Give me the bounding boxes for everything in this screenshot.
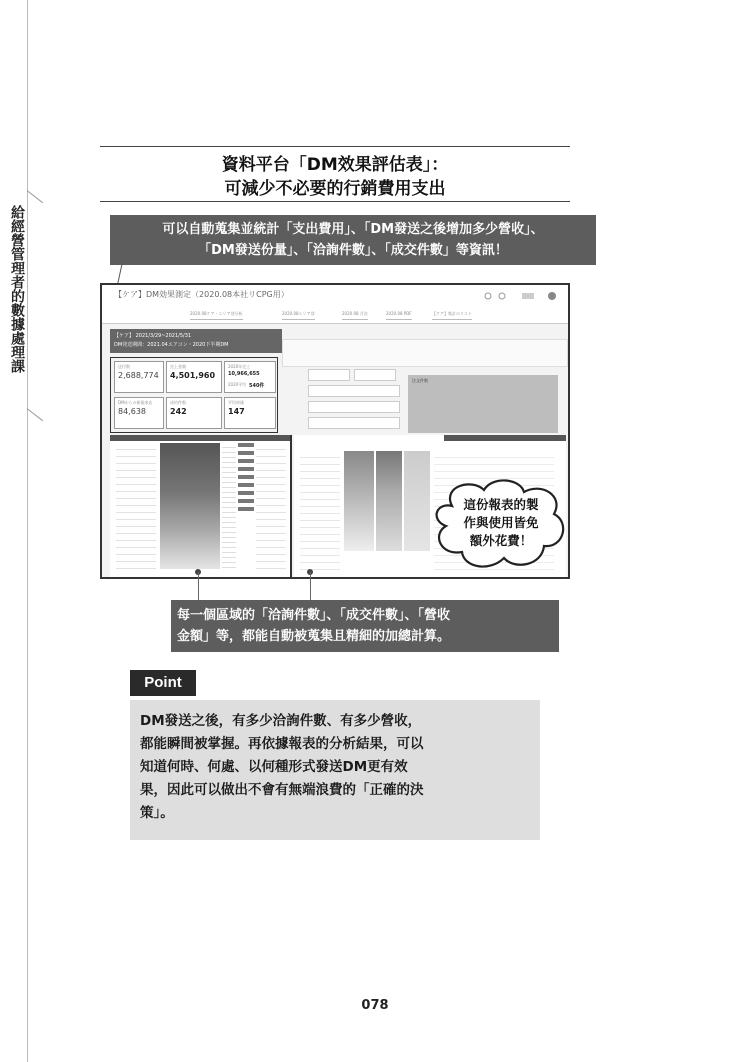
screenshot-tab: 2020.08エリア別: [282, 311, 315, 320]
pointer-line-right: [310, 572, 311, 600]
screenshot-tab: 2020.08ケア・エリア別分析: [190, 311, 243, 320]
screenshot-info-line1: 【ケア】 2021/3/29~2021/5/31: [114, 333, 192, 339]
number-column: [256, 443, 286, 569]
cloud-line3: 額外花費！: [469, 533, 533, 548]
screenshot-toolbar-icons: [482, 290, 562, 302]
point-line1: DM發送之後，有多少洽詢件數、有多少營收，: [140, 713, 422, 729]
legend-title: 注文件数: [412, 378, 428, 383]
callout-bottom-line1: 每一個區域的「洽詢件數」、「成交件數」、「營收: [177, 608, 451, 623]
bar-column: [238, 443, 254, 513]
callout-top-line2: 「DM發送份量」、「洽詢件數」、「成交件數」等資訊！: [198, 243, 508, 258]
margin-tab-bottom: [27, 408, 43, 421]
table-divider: [290, 435, 292, 577]
point-label: Point: [130, 670, 196, 696]
filter-box: [354, 369, 396, 381]
heat-column: [376, 451, 402, 551]
screenshot-tab: 2020.08 月次: [342, 311, 368, 320]
table-header: [110, 435, 290, 441]
label-column: [300, 451, 340, 571]
point-line4: 果，因此可以做出不會有無端浪費的「正確的決: [140, 782, 424, 798]
kpi-card: 売上金額 4,501,960: [166, 361, 222, 393]
label-column: [116, 443, 156, 569]
margin-tab-top: [27, 190, 43, 203]
section-title-line1: 資料平台「DM效果評估表」：: [221, 155, 449, 175]
area-table-left: [110, 435, 290, 577]
screenshot-notes-panel: [282, 339, 568, 367]
section-title-line2: 可減少不必要的行銷費用支出: [224, 179, 446, 199]
filter-box: [308, 401, 400, 413]
callout-bottom-line2: 金額」等，都能自動被蒐集且精細的加總計算。: [177, 629, 451, 644]
heat-column: [404, 451, 430, 551]
screenshot-tab: 【ケア】集計のリスト: [432, 311, 472, 320]
cloud-line2: 作與使用皆免: [463, 515, 539, 530]
table-header: [444, 435, 566, 441]
cloud-text: [446, 496, 556, 550]
screenshot-info-line2: DM発送期間：2021.04エアコン・2020下半期DM: [114, 342, 229, 348]
point-text: [140, 710, 532, 825]
chapter-side-title: 給經營管理者的數據處理課: [9, 205, 25, 373]
heat-column: [344, 451, 374, 551]
point-line3: 知道何時、何處、以何種形式發送DM更有效: [140, 759, 408, 775]
callout-bottom: [171, 600, 559, 652]
heat-column: [160, 443, 220, 569]
point-line2: 都能瞬間被掌握。再依據報表的分析結果，可以: [140, 736, 424, 752]
kpi-card: 平均単価 147: [224, 397, 276, 429]
legend-panel: [408, 375, 558, 433]
kpi-card: 成約件数 242: [166, 397, 222, 429]
filter-box: [308, 385, 400, 397]
kpi-card: 2020年売上 10,966,655 2020平均 540件: [224, 361, 276, 393]
cloud-line1: 這份報表的製: [463, 497, 539, 512]
value-column: [222, 443, 236, 569]
filter-box: [308, 369, 350, 381]
kpi-card: DMからの新規来店 84,638: [114, 397, 164, 429]
margin-line: [27, 0, 28, 1062]
title-rule-top: [100, 146, 570, 147]
page-number: 078: [361, 998, 389, 1013]
screenshot-window-title: 【ケア】DM効果測定（2020.08本社リCPG用）: [114, 290, 289, 299]
callout-top: [110, 215, 596, 265]
screenshot-tab-bar: [102, 307, 568, 324]
filter-box: [308, 417, 400, 429]
kpi-card: 送付数 2,688,774: [114, 361, 164, 393]
point-line5: 策」。: [140, 805, 174, 821]
callout-top-line1: 可以自動蒐集並統計「支出費用」、「DM發送之後增加多少營收」、: [162, 222, 544, 237]
pointer-line-left: [198, 572, 199, 600]
title-rule-bottom: [100, 201, 570, 202]
screenshot-tab: 2020.08 PDF: [386, 311, 412, 320]
